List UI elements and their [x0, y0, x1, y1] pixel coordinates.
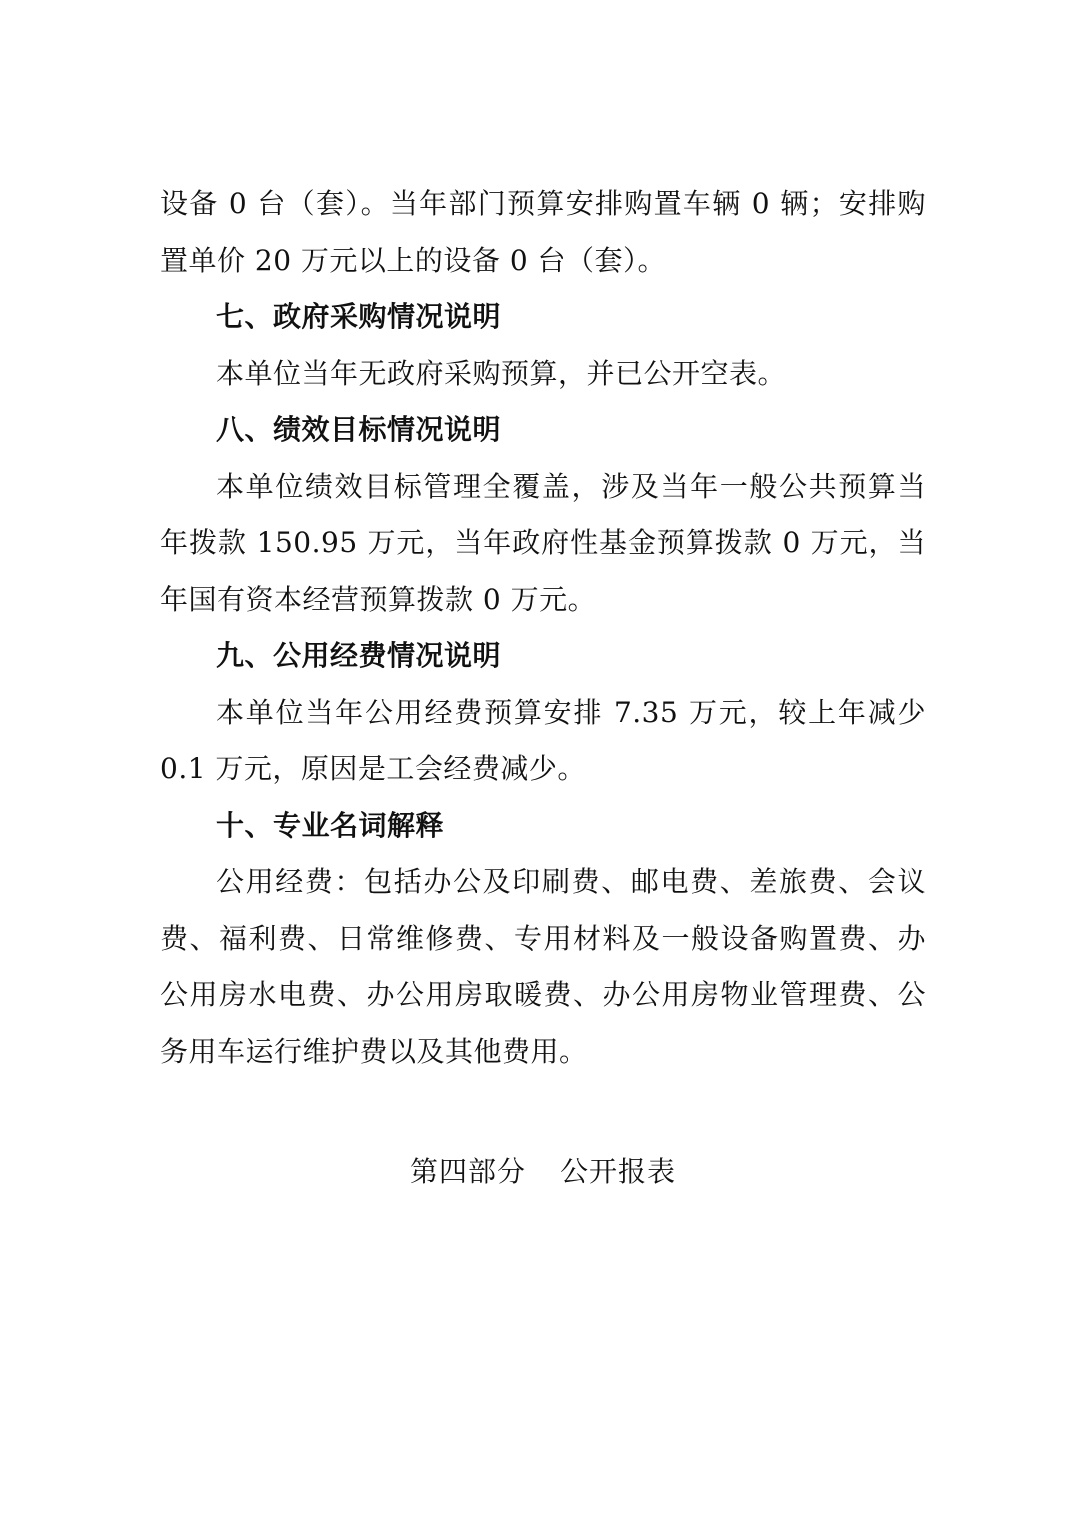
section-heading-10: 十、专业名词解释: [216, 808, 445, 842]
document-page: [160, 176, 926, 1190]
paragraph-public-expenses: 本单位当年公用经费预算安排 7.35 万元，较上年减少 0.1 万元，原因是工会经费减少。: [160, 695, 926, 785]
paragraph-performance-targets: 本单位绩效目标管理全覆盖，涉及当年一般公共预算当年拨款 150.95 万元，当年政府性基金预算拨款 0 万元，当年国有资本经营预算拨款 0 万元。: [160, 469, 926, 616]
part-title-number: 第四部分: [409, 1155, 526, 1188]
section-heading-9: 九、公用经费情况说明: [216, 639, 502, 672]
paragraph-government-procurement: 本单位当年无政府采购预算，并已公开空表。: [216, 356, 787, 390]
part-title-text: 公开报表: [560, 1155, 677, 1188]
section-heading-8: 八、绩效目标情况说明: [216, 413, 502, 446]
paragraph-term-explanation: 公用经费：包括办公及印刷费、邮电费、差旅费、会议费、福利费、日常维修费、专用材料及一般设备购置费、办公用房水电费、办公用房取暖费、办公用房物业管理费、公务用车运行维护费以及其他费用。: [160, 865, 926, 1068]
section-heading-7: 七、政府采购情况说明: [216, 300, 502, 333]
part-title: [160, 1150, 926, 1190]
paragraph-equipment-continuation: 设备 0 台（套）。当年部门预算安排购置车辆 0 辆；安排购置单价 20 万元以上的设备 0 台（套）。: [160, 187, 926, 277]
